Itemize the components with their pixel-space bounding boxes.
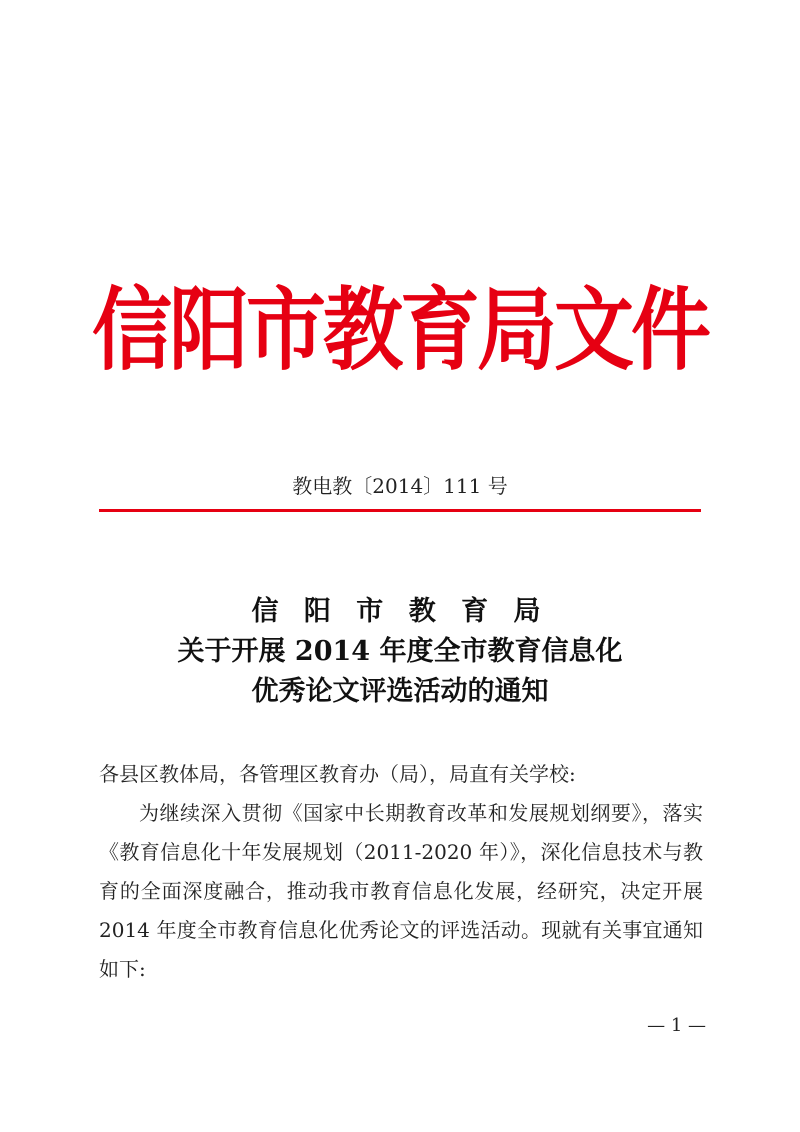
notice-body <box>99 755 703 989</box>
page-number: — 1 — <box>647 1015 706 1036</box>
title-line-2: 关于开展 2014 年度全市教育信息化 <box>177 636 623 667</box>
body-paragraph: 为继续深入贯彻《国家中长期教育改革和发展规划纲要》，落实《教育信息化十年发展规划（2011-2020 年）》，深化信息技术与教育的全面深度融合，推动我市教育信息化发展，经研究，决定开展 2014 年度全市教育信息化优秀论文的评选活动。现就有关事宜通知如下: <box>99 801 703 981</box>
document-number: 教电教〔2014〕111 号 <box>292 474 508 498</box>
title-issuer: 信 阳 市 教 育 局 <box>251 596 549 627</box>
red-divider-line <box>99 509 701 512</box>
notice-title <box>0 592 800 712</box>
title-line-3: 优秀论文评选活动的通知 <box>251 676 549 707</box>
salutation: 各县区教体局，各管理区教育办（局），局直有关学校: <box>99 762 576 786</box>
document-masthead: 信阳市教育局文件 <box>92 276 708 383</box>
